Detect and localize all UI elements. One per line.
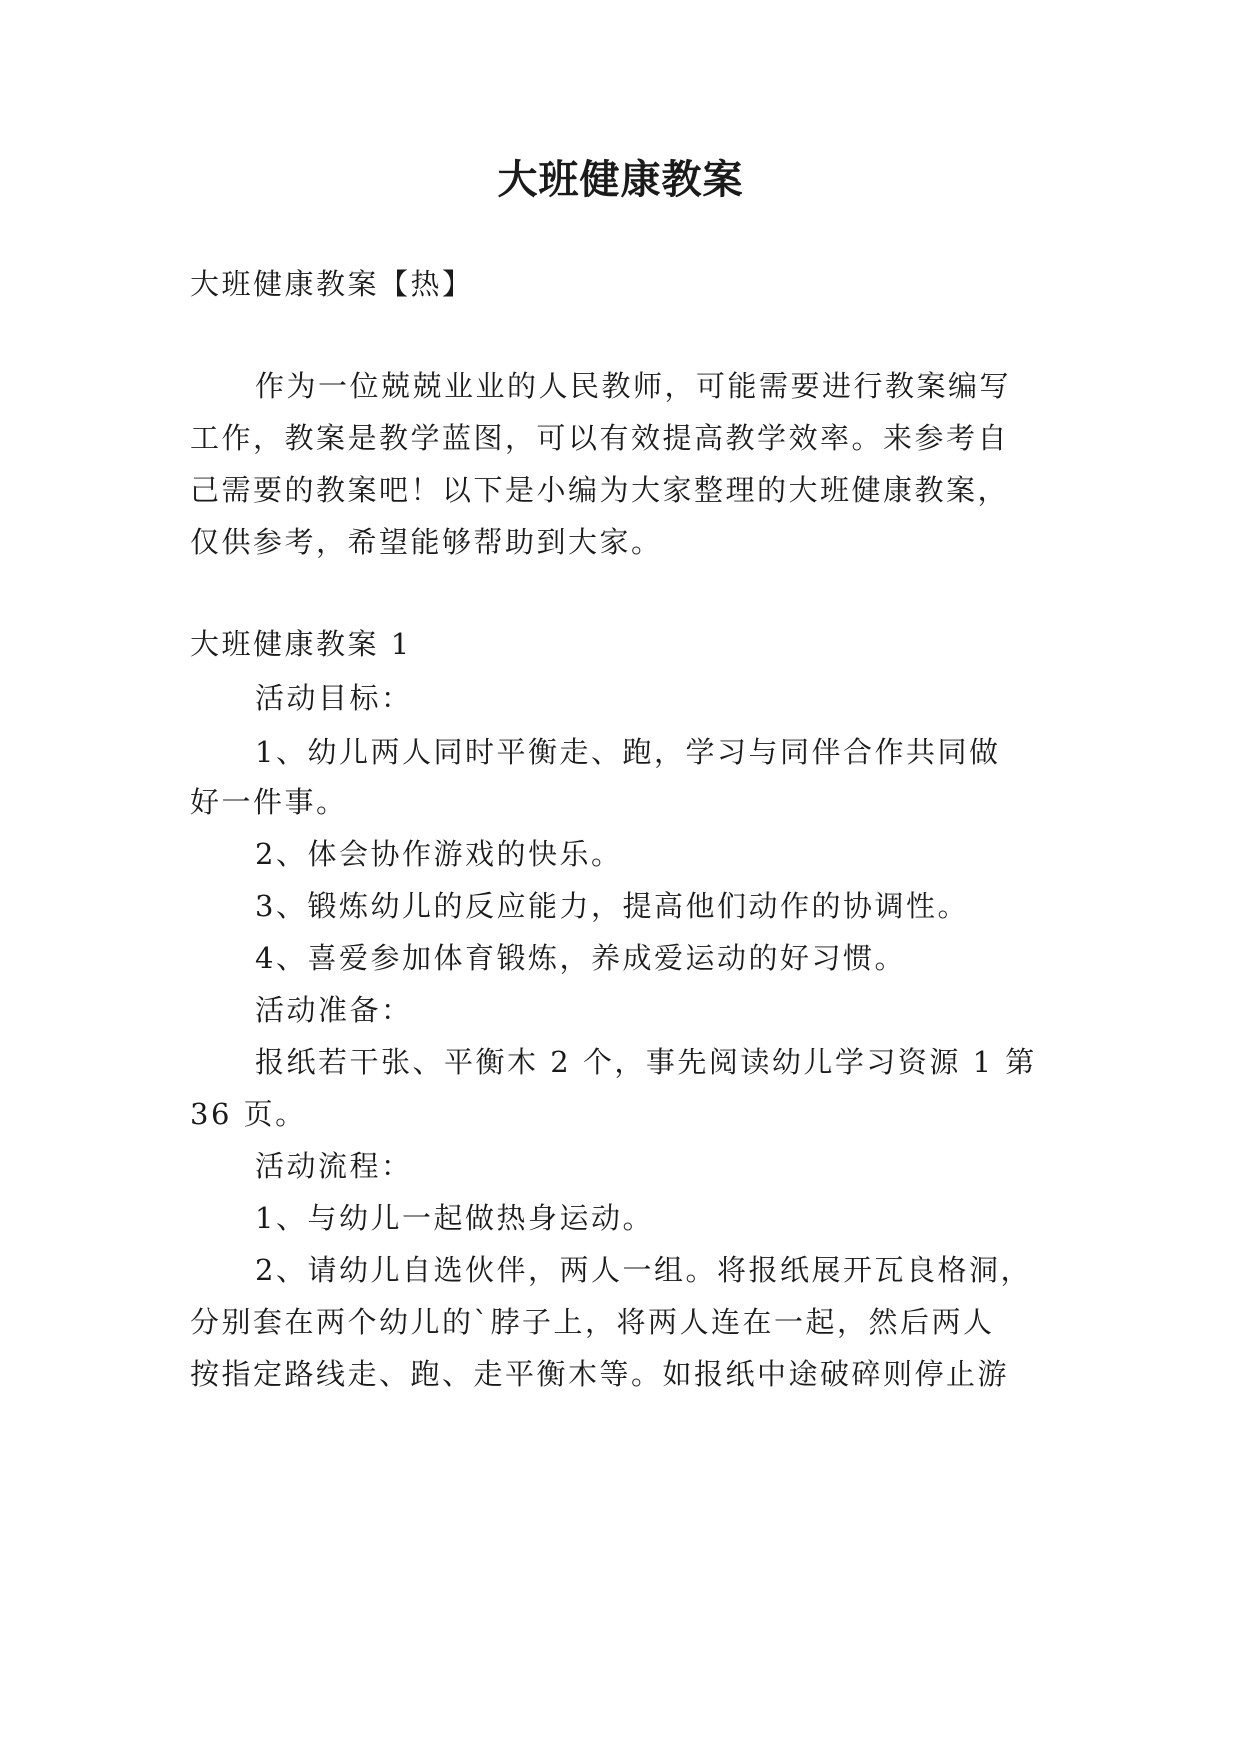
flow-item-2-cont-2: 按指定路线走、跑、走平衡木等。如报纸中途破碎则停止游 <box>190 1357 1010 1391</box>
intro-line-4: 仅供参考，希望能够帮助到大家。 <box>190 525 663 559</box>
goal-item-1-cont: 好一件事。 <box>190 785 348 819</box>
goal-item-1: 1、幼儿两人同时平衡走、跑，学习与同伴合作共同做 <box>255 735 1001 769</box>
goal-item-3: 3、锻炼幼儿的反应能力，提高他们动作的协调性。 <box>255 889 969 923</box>
page-title: 大班健康教案 <box>497 156 744 203</box>
section-heading: 大班健康教案 1 <box>190 627 412 661</box>
intro-line-2: 工作，教案是教学蓝图，可以有效提高教学效率。来参考自 <box>190 421 1010 455</box>
intro-line-1: 作为一位兢兢业业的人民教师，可能需要进行教案编写 <box>255 369 1012 403</box>
prep-label: 活动准备： <box>255 993 413 1027</box>
prep-text: 报纸若干张、平衡木 2 个，事先阅读幼儿学习资源 1 第 <box>255 1045 1037 1079</box>
flow-item-2-cont-1: 分别套在两个幼儿的`脖子上，将两人连在一起，然后两人 <box>190 1305 995 1339</box>
subtitle: 大班健康教案【热】 <box>190 267 474 301</box>
goal-label: 活动目标： <box>255 681 413 715</box>
flow-item-2: 2、请幼儿自选伙伴，两人一组。将报纸展开瓦良格洞， <box>255 1253 1032 1287</box>
intro-line-3: 己需要的教案吧！以下是小编为大家整理的大班健康教案， <box>190 473 1010 507</box>
flow-item-1: 1、与幼儿一起做热身运动。 <box>255 1201 654 1235</box>
goal-item-2: 2、体会协作游戏的快乐。 <box>255 837 623 871</box>
prep-text-cont: 36 页。 <box>190 1097 307 1131</box>
flow-label: 活动流程： <box>255 1149 413 1183</box>
goal-item-4: 4、喜爱参加体育锻炼，养成爱运动的好习惯。 <box>255 941 906 975</box>
